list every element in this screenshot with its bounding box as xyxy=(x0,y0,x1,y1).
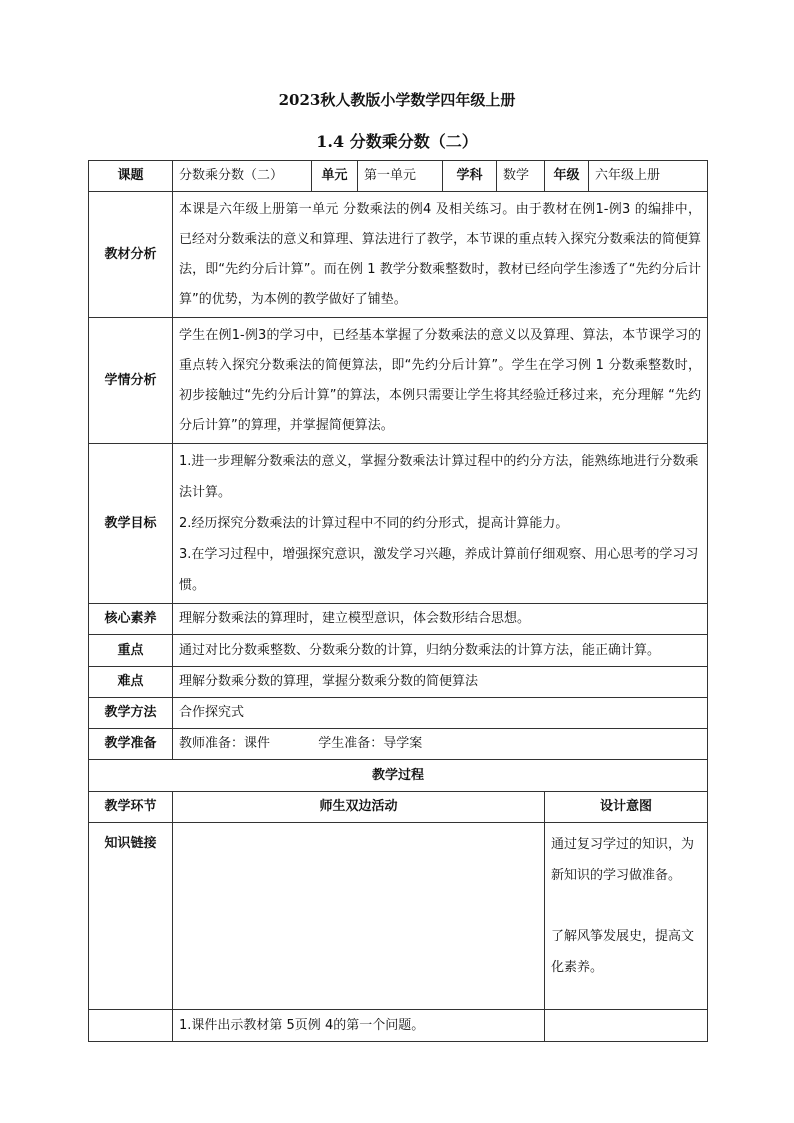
student-analysis-row xyxy=(89,318,708,444)
textbook-analysis-text: 本课是六年级上册第一单元 分数乘法的例4 及相关练习。由于教材在例1-例3 的编排中，已经对分数乘法的意义和算理、算法进行了教学，本节课的重点转入探究分数乘法的简便算法，即“先约分后计算”。而在例 1 教学分数乘整数时，教材已经向学生渗透了“先约分后计算”的优势，为本例的教学做好了铺垫。 xyxy=(173,192,708,318)
unit-label: 单元 xyxy=(312,161,358,192)
intent-line-2: 了解风筝发展史，提高文化素养。 xyxy=(551,929,695,975)
textbook-analysis-label: 教材分析 xyxy=(89,192,173,318)
difficulty-label: 难点 xyxy=(89,667,173,698)
core-literacy-text: 理解分数乘法的算理时，建立模型意识，体会数形结合思想。 xyxy=(173,604,708,635)
topic-label: 课题 xyxy=(89,161,173,192)
goal-item-3: 3.在学习过程中，增强探究意识，激发学习兴趣，养成计算前仔细观察、用心思考的学习习惯。 xyxy=(179,547,699,593)
preparation-row xyxy=(89,729,708,760)
method-text: 合作探究式 xyxy=(173,698,708,729)
goal-item-1: 1.进一步理解分数乘法的意义，掌握分数乘法计算过程中的约分方法，能熟练地进行分数乘法计算。 xyxy=(179,454,699,500)
process-columns-row xyxy=(89,792,708,823)
difficulty-row xyxy=(89,667,708,698)
key-point-row xyxy=(89,635,708,667)
method-label: 教学方法 xyxy=(89,698,173,729)
activity-knowledge-link xyxy=(173,823,545,1010)
col-activity-header: 师生双边活动 xyxy=(173,792,545,823)
teaching-goals-label: 教学目标 xyxy=(89,444,173,604)
lesson-title: 1.4 分数乘分数（二） xyxy=(316,132,478,151)
lesson-plan-table xyxy=(88,160,708,1042)
intent-line-1: 通过复习学过的知识，为新知识的学习做准备。 xyxy=(551,837,695,883)
activity-row-2: 1.课件出示教材第 5页例 4的第一个问题。 xyxy=(173,1010,545,1042)
intent-row-2 xyxy=(545,1010,708,1042)
subject-label: 学科 xyxy=(443,161,497,192)
info-row xyxy=(89,161,708,192)
teacher-preparation: 教师准备：课件 xyxy=(179,736,271,751)
student-analysis-label: 学情分析 xyxy=(89,318,173,444)
col-stage-header: 教学环节 xyxy=(89,792,173,823)
difficulty-text: 理解分数乘分数的算理，掌握分数乘分数的简便算法 xyxy=(173,667,708,698)
process-heading: 教学过程 xyxy=(89,760,708,792)
preparation-label: 教学准备 xyxy=(89,729,173,760)
teaching-goals-row xyxy=(89,444,708,604)
key-point-text: 通过对比分数乘整数、分数乘分数的计算，归纳分数乘法的计算方法，能正确计算。 xyxy=(173,635,708,667)
stage-knowledge-link: 知识链接 xyxy=(89,823,173,1010)
unit-value: 第一单元 xyxy=(358,161,443,192)
stage-row-2 xyxy=(89,1010,173,1042)
key-point-label: 重点 xyxy=(89,635,173,667)
grade-label: 年级 xyxy=(545,161,589,192)
process-row-knowledge-link xyxy=(89,823,708,1010)
subject-value: 数学 xyxy=(497,161,545,192)
process-row-2 xyxy=(89,1010,708,1042)
core-literacy-label: 核心素养 xyxy=(89,604,173,635)
textbook-analysis-row xyxy=(89,192,708,318)
topic-value: 分数乘分数（二） xyxy=(173,161,312,192)
intent-knowledge-link xyxy=(545,823,708,1010)
student-analysis-text: 学生在例1-例3的学习中，已经基本掌握了分数乘法的意义以及算理、算法，本节课学习的重点转入探究分数乘法的简便算法，即“先约分后计算”。学生在学习例 1 分数乘整数时，初步接触过“先约分后计算”的算法，本例只需要让学生将其经验迁移过来，充分理解 “先约分后计算”的算理，并掌握简便算法。 xyxy=(173,318,708,444)
preparation-cell xyxy=(173,729,708,760)
document-title: 2023秋人教版小学数学四年级上册 xyxy=(278,91,516,109)
col-intent-header: 设计意图 xyxy=(545,792,708,823)
goal-item-2: 2.经历探究分数乘法的计算过程中不同的约分形式，提高计算能力。 xyxy=(179,516,569,531)
method-row xyxy=(89,698,708,729)
process-heading-row xyxy=(89,760,708,792)
grade-value: 六年级上册 xyxy=(589,161,708,192)
teaching-goals-cell xyxy=(173,444,708,604)
student-preparation: 学生准备：导学案 xyxy=(318,736,423,751)
core-literacy-row xyxy=(89,604,708,635)
